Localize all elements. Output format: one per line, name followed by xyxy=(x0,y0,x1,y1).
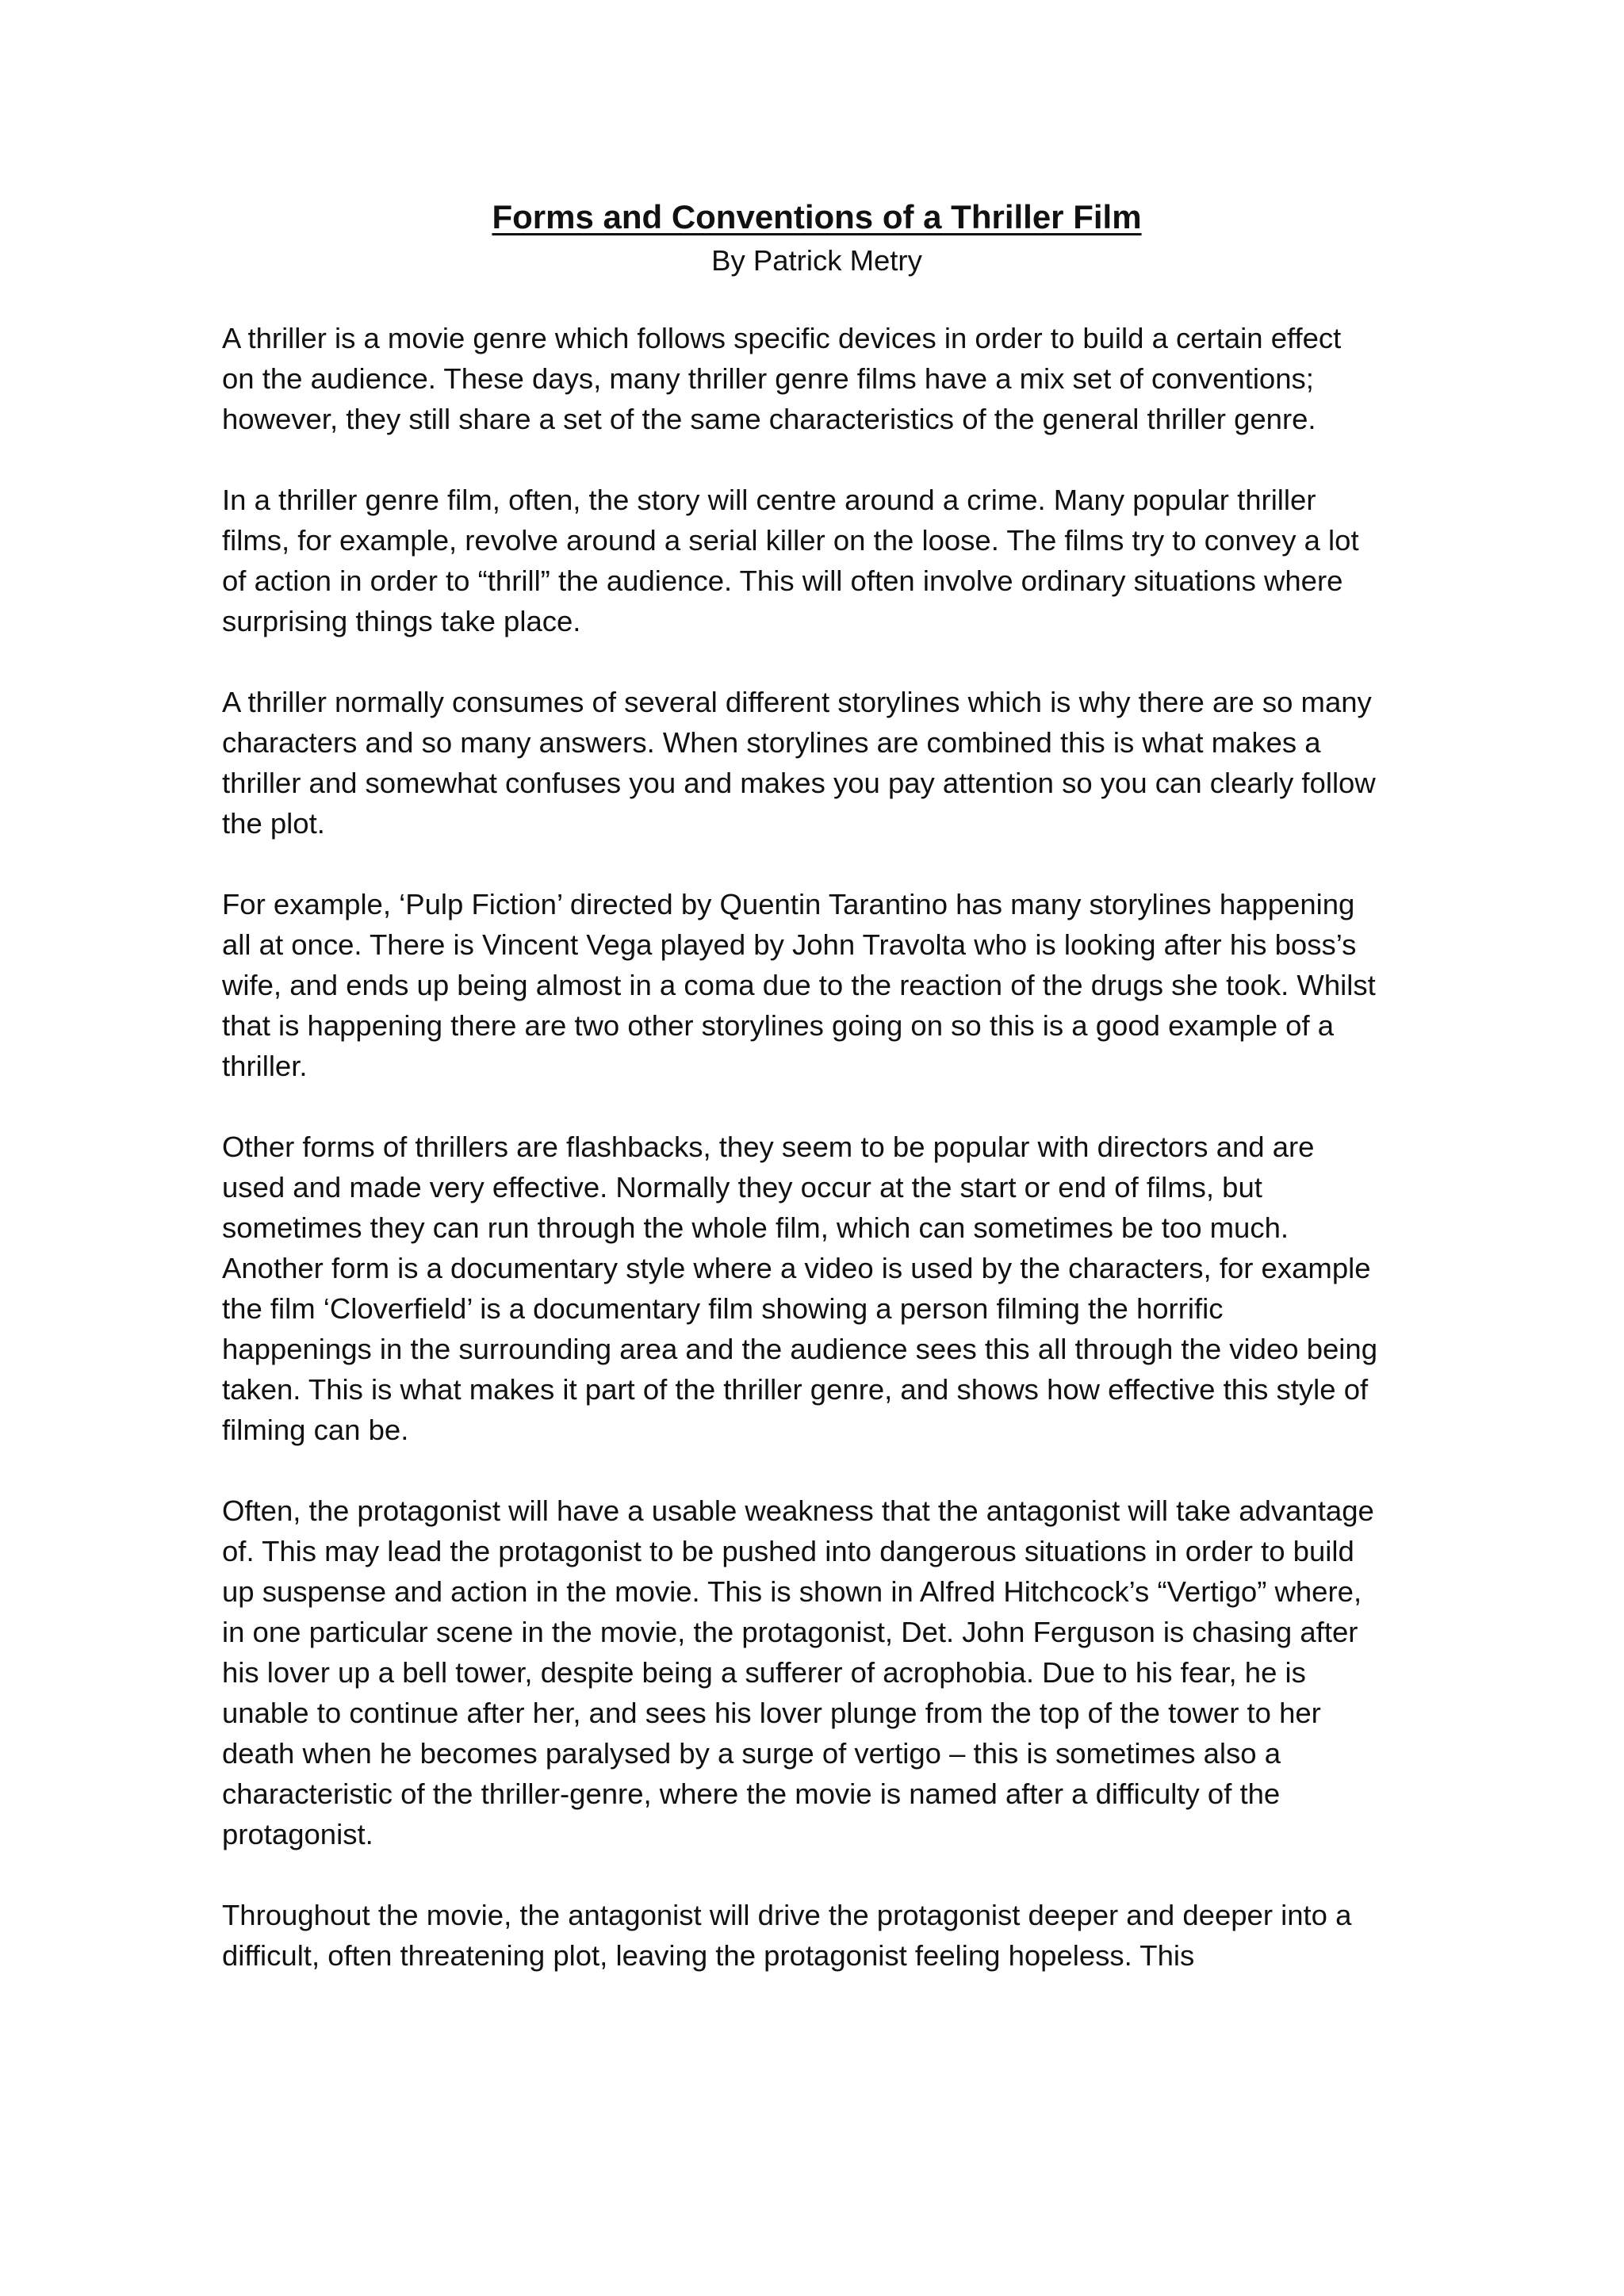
paragraph-documentary: Another form is a documentary style where a video is used by the characters, for example the film ‘Cloverfield’ is a documentary film showing a person filming the horrific happenings in the surrounding area and the audience sees this all through the video being taken. This is what makes it part of the thriller genre, and shows how effective this style of filming can be. xyxy=(222,1252,1378,1446)
paragraph-pulp-fiction: For example, ‘Pulp Fiction’ directed by Quentin Tarantino has many storylines happening all at once. There is Vincent Vega played by John Travolta who is looking after his boss’s wife, and ends up being almost in a coma due to the reaction of the drugs she took. Whilst that is happening there are two other storylines going on so this is a good example of a thriller. xyxy=(222,888,1376,1082)
document-title: Forms and Conventions of a Thriller Film xyxy=(492,198,1142,235)
document-body xyxy=(222,194,1380,1976)
paragraph-crime: In a thriller genre film, often, the story will centre around a crime. Many popular thriller films, for example, revolve around a serial killer on the loose. The films try to convey a lot of action in order to “thrill” the audience. This will often involve ordinary situations where surprising things take place. xyxy=(222,484,1359,637)
paragraph-antagonist: Throughout the movie, the antagonist will drive the protagonist deeper and deeper into a difficult, often threatening plot, leaving the protagonist feeling hopeless. This xyxy=(222,1899,1352,1972)
paragraph-storylines: A thriller normally consumes of several different storylines which is why there are so many characters and so many answers. When storylines are combined this is what makes a thriller and somewhat confuses you and makes you pay attention so you can clearly follow the plot. xyxy=(222,686,1376,840)
paragraph-flashbacks: Other forms of thrillers are flashbacks, they seem to be popular with directors and are used and made very effective. Normally they occur at the start or end of films, but sometimes they can run through the whole film, which can sometimes be too much. xyxy=(222,1131,1315,1244)
paragraph-vertigo: Often, the protagonist will have a usable weakness that the antagonist will take advantage of. This may lead the protagonist to be pushed into dangerous situations in order to build up suspense and action in the movie. This is shown in Alfred Hitchcock’s “Vertigo” where, in one particular scene in the movie, the protagonist, Det. John Ferguson is chasing after his lover up a bell tower, despite being a sufferer of acrophobia. Due to his fear, he is unable to continue after her, and sees his lover plunge from the top of the tower to her death when he becomes paralysed by a surge of vertigo – this is sometimes also a characteristic of the thriller-genre, where the movie is named after a difficulty of the protagonist. xyxy=(222,1494,1374,1850)
paragraph-intro: A thriller is a movie genre which follows specific devices in order to build a certain effect on the audience. These days, many thriller genre films have a mix set of conventions; however, they still share a set of the same characteristics of the general thriller genre. xyxy=(222,322,1342,435)
document-byline: By Patrick Metry xyxy=(711,244,922,277)
